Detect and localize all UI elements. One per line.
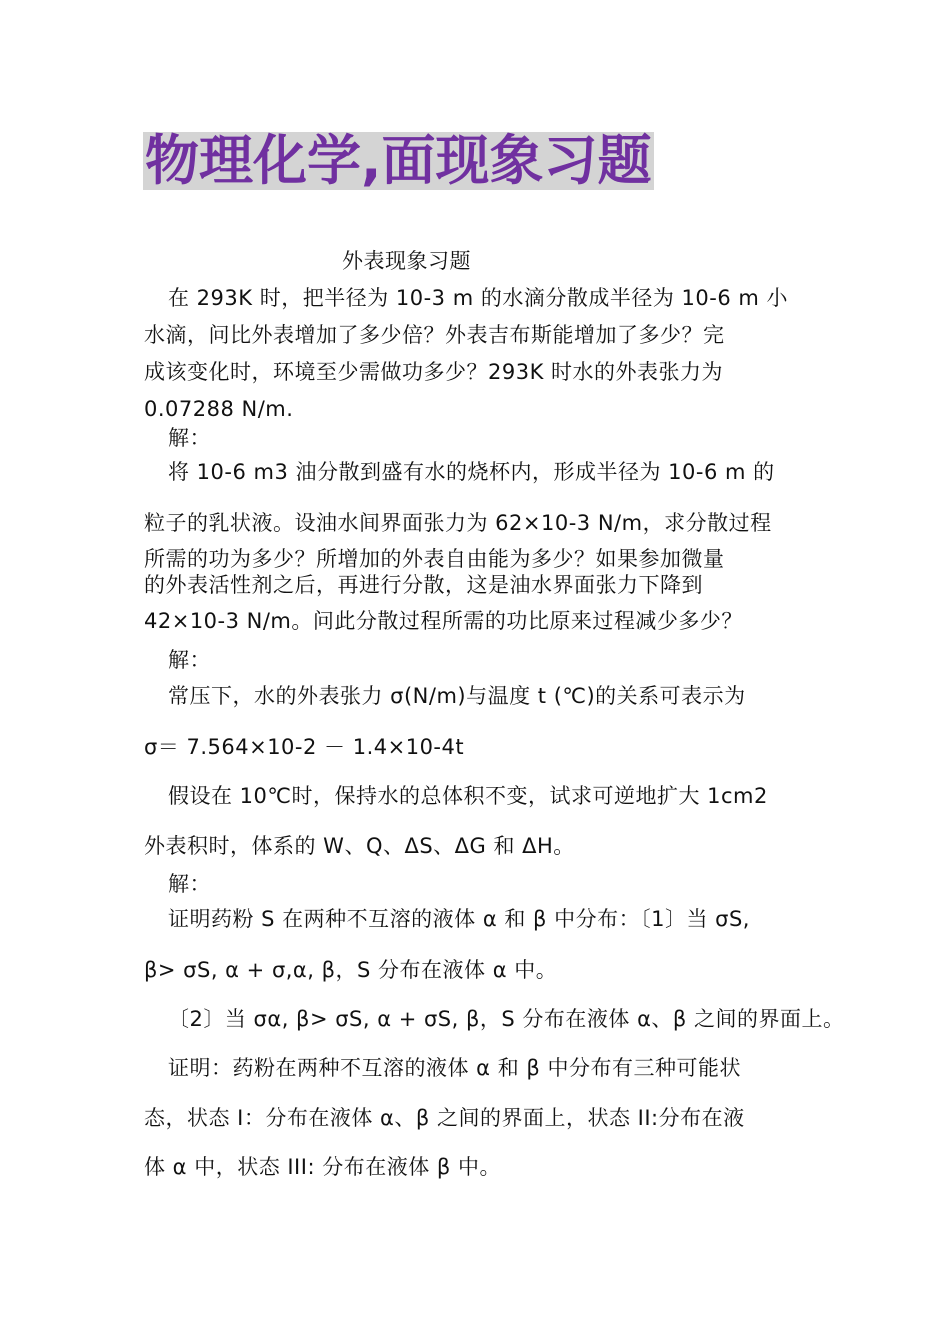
document-title: 物理化学,面现象习题: [145, 129, 652, 192]
problem-1-line-4: 0.07288 N/m.: [144, 397, 294, 421]
solution-label-2: 解：: [168, 648, 211, 672]
proof-line-1: 证明：药粉在两种不互溶的液体 α 和 β 中分布有三种可能状: [168, 1056, 741, 1080]
problem-2-line-1: 将 10-6 m3 油分散到盛有水的烧杯内，形成半径为 10-6 m 的: [168, 460, 775, 484]
section-subtitle: 外表现象习题: [342, 249, 471, 273]
problem-3-formula: σ＝ 7.564×10-2 － 1.4×10-4t: [144, 735, 465, 759]
problem-2-line-5: 42×10-3 N/m。问此分散过程所需的功比原来过程减少多少？: [144, 609, 743, 633]
problem-3-line-3: 外表积时，体系的 W、Q、ΔS、ΔG 和 ΔH。: [144, 834, 575, 858]
problem-2-line-2: 粒子的乳状液。设油水间界面张力为 62×10-3 N/m，求分散过程: [144, 511, 772, 535]
proof-line-3: 体 α 中，状态 III: 分布在液体 β 中。: [144, 1155, 501, 1179]
problem-3-line-1: 常压下，水的外表张力 σ(N/m)与温度 t (℃)的关系可表示为: [168, 684, 746, 708]
problem-4-line-2: β> σS, α + σ,α, β，S 分布在液体 α 中。: [144, 958, 558, 982]
solution-label-3: 解：: [168, 872, 211, 896]
problem-4-line-3: 〔2〕当 σα, β> σS, α + σS, β，S 分布在液体 α、β 之间的界面上。: [168, 1007, 845, 1031]
problem-2-line-4: 的外表活性剂之后，再进行分散，这是油水界面张力下降到: [144, 573, 703, 597]
proof-line-2: 态，状态 I：分布在液体 α、β 之间的界面上，状态 II:分布在液: [144, 1106, 745, 1130]
solution-label-1: 解：: [168, 426, 211, 450]
problem-1-line-3: 成该变化时，环境至少需做功多少？293K 时水的外表张力为: [144, 360, 724, 384]
problem-2-line-3: 所需的功为多少？所增加的外表自由能为多少？如果参加微量: [144, 547, 725, 571]
problem-4-line-1: 证明药粉 S 在两种不互溶的液体 α 和 β 中分布：〔1〕当 σS,: [168, 907, 750, 931]
problem-3-line-2: 假设在 10℃时，保持水的总体积不变，试求可逆地扩大 1cm2: [168, 784, 768, 808]
problem-1-line-2: 水滴，问比外表增加了多少倍？外表吉布斯能增加了多少？完: [144, 323, 725, 347]
problem-1-line-1: 在 293K 时，把半径为 10-3 m 的水滴分散成半径为 10-6 m 小: [168, 286, 788, 310]
